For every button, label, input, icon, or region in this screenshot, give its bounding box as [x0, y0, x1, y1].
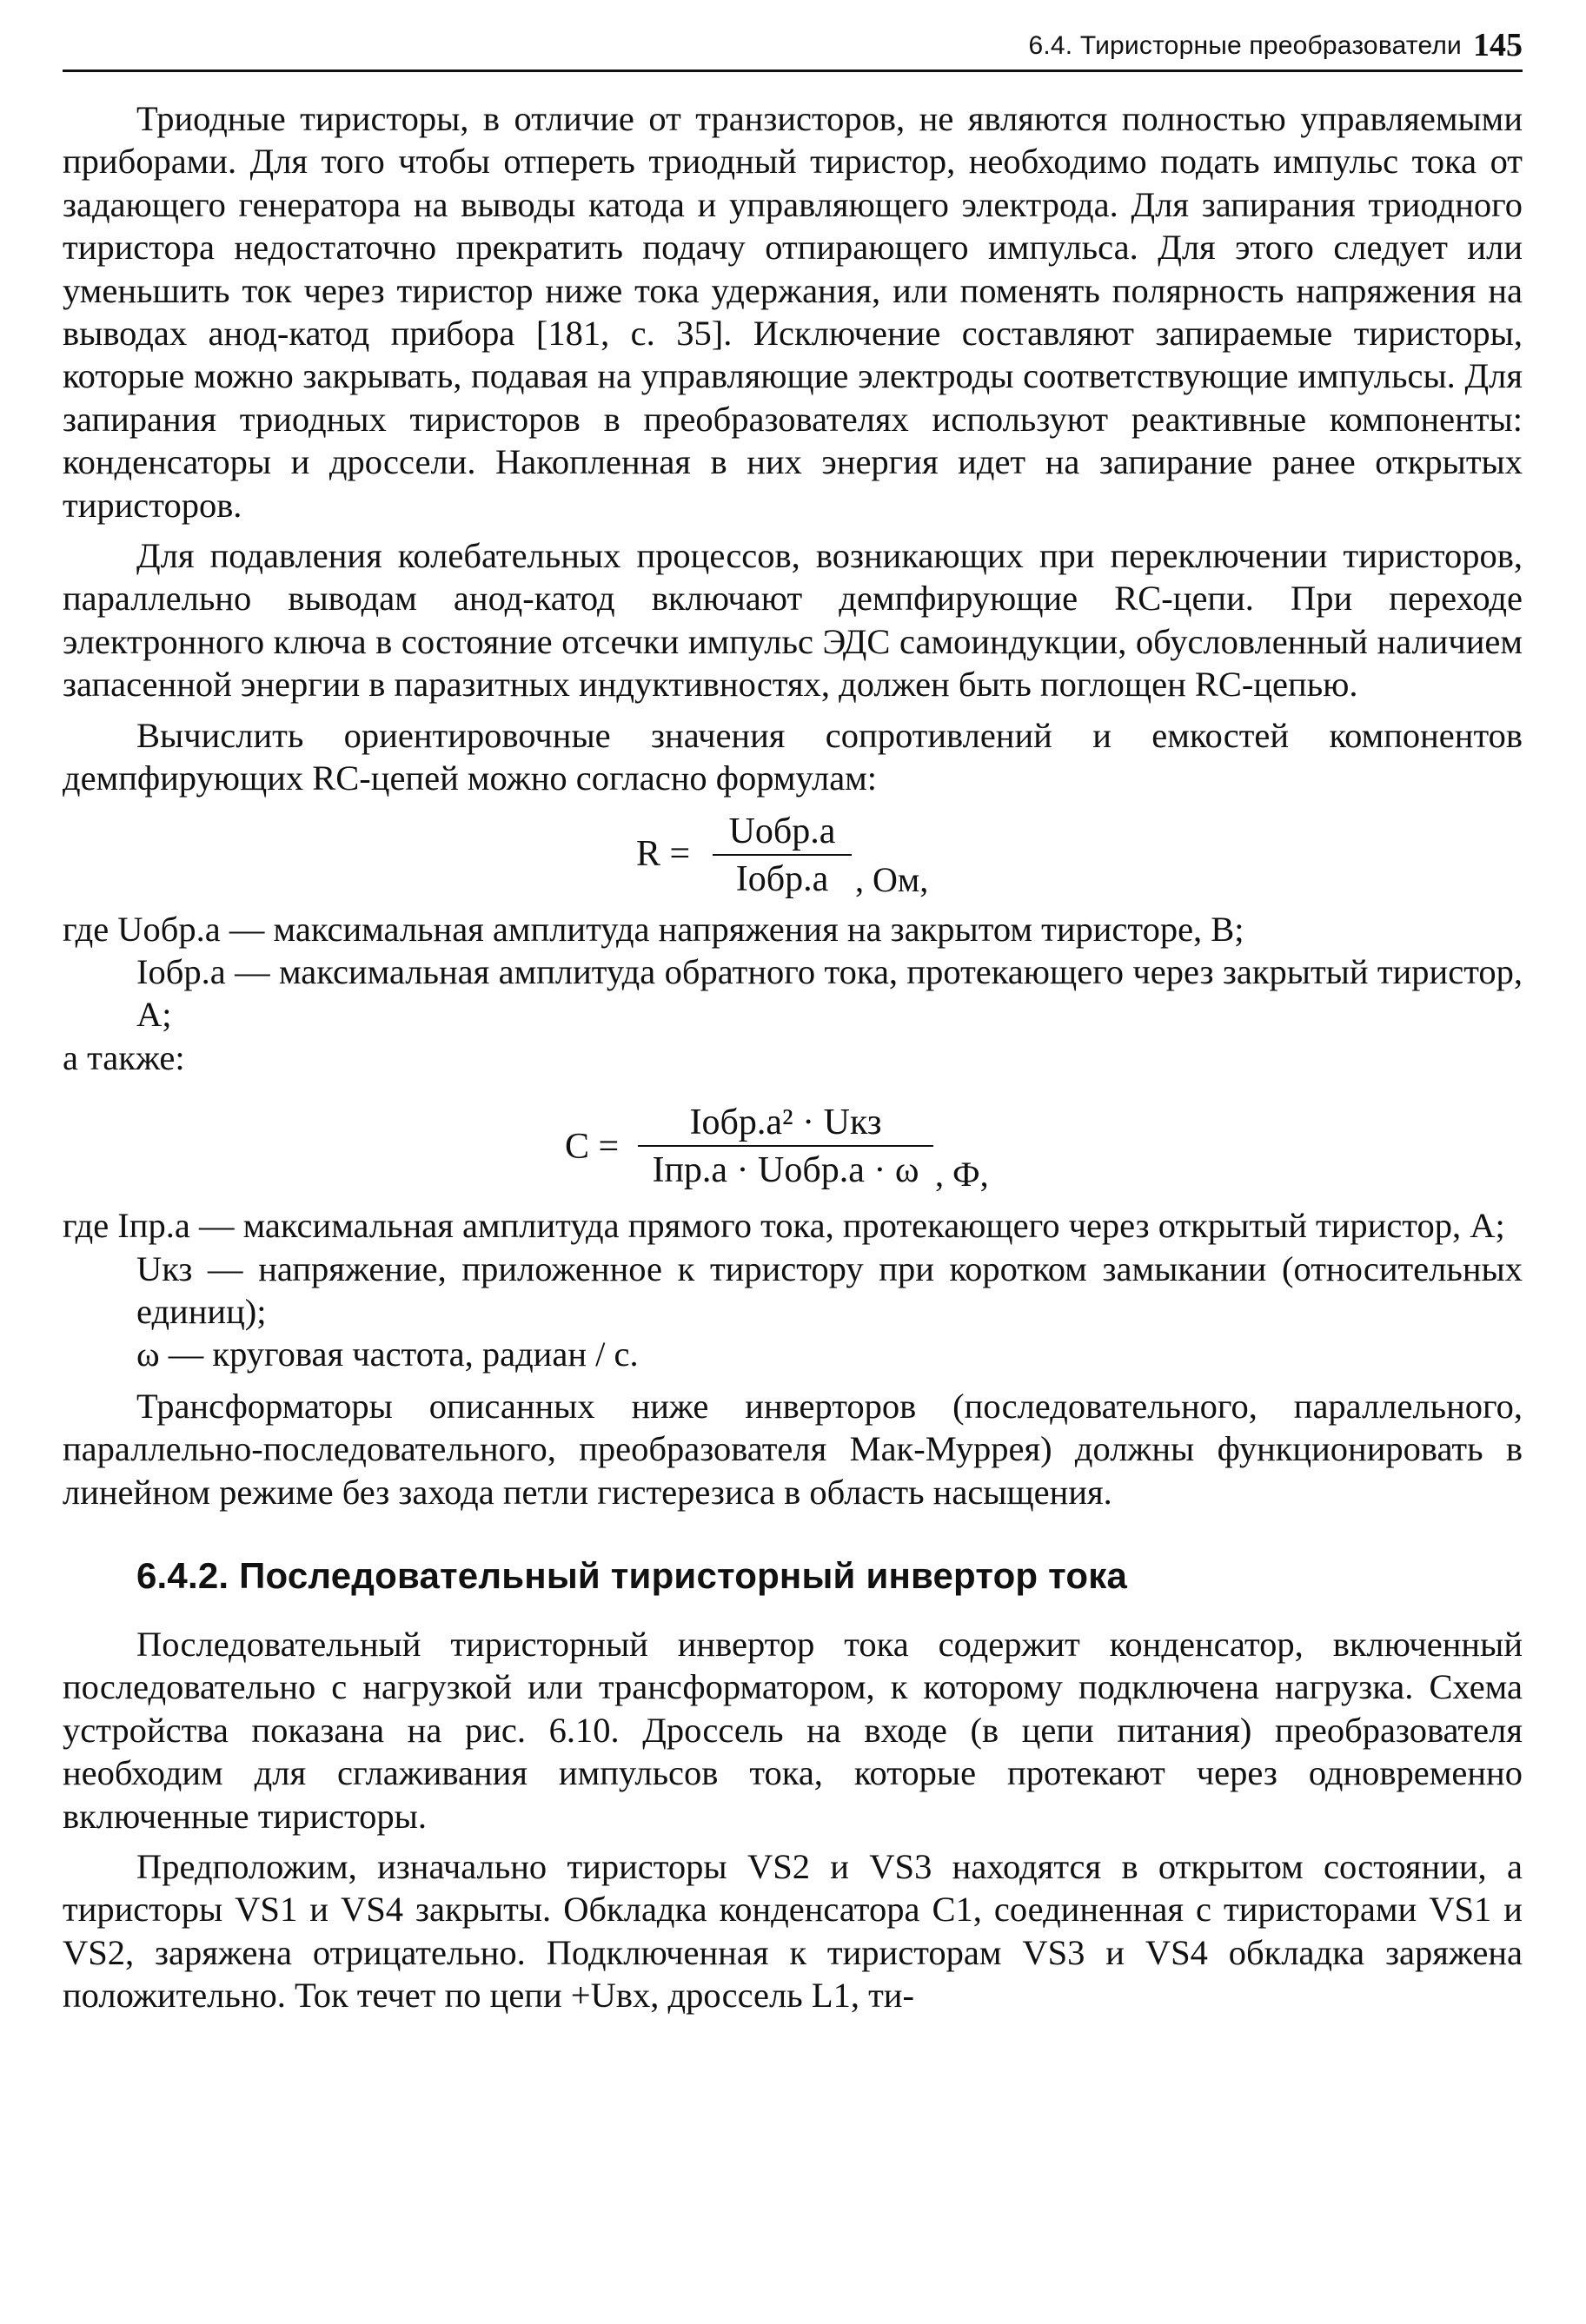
- definition-i-pr: где Iпр.а — максимальная амплитуда прямого тока, протекающего через открытый тиристор, А;: [63, 1206, 1505, 1246]
- formula-r-fraction: [713, 811, 852, 901]
- formula-capacitance: [63, 1088, 1523, 1202]
- paragraph-formulas-intro: Вычислить ориентировочные значения сопротивлений и емкостей компонентов демпфирующих RC-цепей можно согласно формулам:: [63, 715, 1523, 798]
- formula-c-fraction: [638, 1102, 933, 1192]
- paragraph-series-inverter: Последовательный тиристорный инвертор тока содержит конденсатор, включенный последовательно с нагрузкой или трансформатором, к которому подключена нагрузка. Схема устройства показана на рис. 6.10. Дроссель на входе (в цепи питания) преобразователя необходим для сглаживания импульсов тока, которые протекают через одновременно включенные тиристоры.: [63, 1624, 1523, 1836]
- formula-r-denominator: Iобр.а: [735, 858, 829, 899]
- formula-c-lhs: C =: [565, 1127, 620, 1168]
- formula-resistance: [63, 804, 1523, 906]
- paragraph-operation: Предположим, изначально тиристоры VS2 и VS3 находятся в открытом состоянии, а тиристоры VS1 и VS4 закрыты. Обкладка конденсатора C1, соединенная с тиристорами VS1 и VS2, заряжена отрицательно. Подключенная к тиристорам VS3 и VS4 обкладка заряжена положительно. Ток течет по цепи +Uвх, дроссель L1, ти-: [63, 1847, 1523, 2016]
- formula-r-lhs: R =: [636, 833, 691, 874]
- running-header: [63, 26, 1523, 72]
- page-number: 145: [1473, 27, 1523, 63]
- also-label: а также:: [63, 1037, 185, 1077]
- formula-r-numerator: Uобр.а: [713, 811, 852, 856]
- definition-u-obr: где Uобр.а — максимальная амплитуда напряжения на закрытом тиристоре, В;: [63, 909, 1244, 949]
- formula-c-unit: , Ф,: [935, 1155, 989, 1195]
- paragraph-triode-thyristors: Триодные тиристоры, в отличие от транзисторов, не являются полностью управляемыми приборами. Для того чтобы отпереть триодный тиристор, необходимо подать импульс тока от задающего генератора на выводы катода и управляющего электрода. Для запирания триодного тиристора недостаточно прекратить подачу отпирающего импульса. Для этого следует или уменьшить ток через тиристор ниже тока удержания, или поменять полярность напряжения на выводах анод-катод прибора [181, с. 35]. Исключение составляют запираемые тиристоры, которые можно закрывать, подавая на управляющие электроды соответствующие импульсы. Для запирания триодных тиристоров в преобразователях используют реактивные компоненты: конденсаторы и дроссели. Накопленная в них энергия идет на запирание ранее открытых тиристоров.: [63, 99, 1523, 525]
- formula-r-definitions: [63, 908, 1523, 1080]
- running-title: 6.4. Тиристорные преобразователи: [1028, 31, 1462, 60]
- paragraph-transformers: Трансформаторы описанных ниже инверторов (последовательного, параллельного, параллельно-последовательного, преобразователя Мак-Муррея) должны функционировать в линейном режиме без захода петли гистерезиса в область насыщения.: [63, 1386, 1523, 1512]
- formula-r-unit: , Ом,: [855, 859, 929, 899]
- body-text: [63, 97, 1523, 2017]
- formula-c-denominator: Iпр.а · Uобр.а · ω: [652, 1150, 919, 1191]
- definition-omega: ω — круговая частота, радиан / с.: [136, 1334, 639, 1374]
- definition-i-obr: Iобр.а — максимальная амплитуда обратного тока, протекающего через закрытый тиристор, А;: [136, 951, 1523, 1035]
- definition-u-kz: Uкз — напряжение, приложенное к тиристору при коротком замыкании (относительных единиц);: [136, 1248, 1523, 1331]
- formula-c-numerator: Iобр.а² · Uкз: [638, 1102, 933, 1147]
- formula-c-definitions: [63, 1204, 1523, 1376]
- section-heading: 6.4.2. Последовательный тиристорный инвертор тока: [136, 1554, 1128, 1596]
- paragraph-rc-snubber: Для подавления колебательных процессов, возникающих при переключении тиристоров, параллельно выводам анод-катод включают демпфирующие RC-цепи. При переходе электронного ключа в состояние отсечки импульс ЭДС самоиндукции, обусловленный наличием запасенной энергии в паразитных индуктивностях, должен быть поглощен RC-цепью.: [63, 536, 1523, 705]
